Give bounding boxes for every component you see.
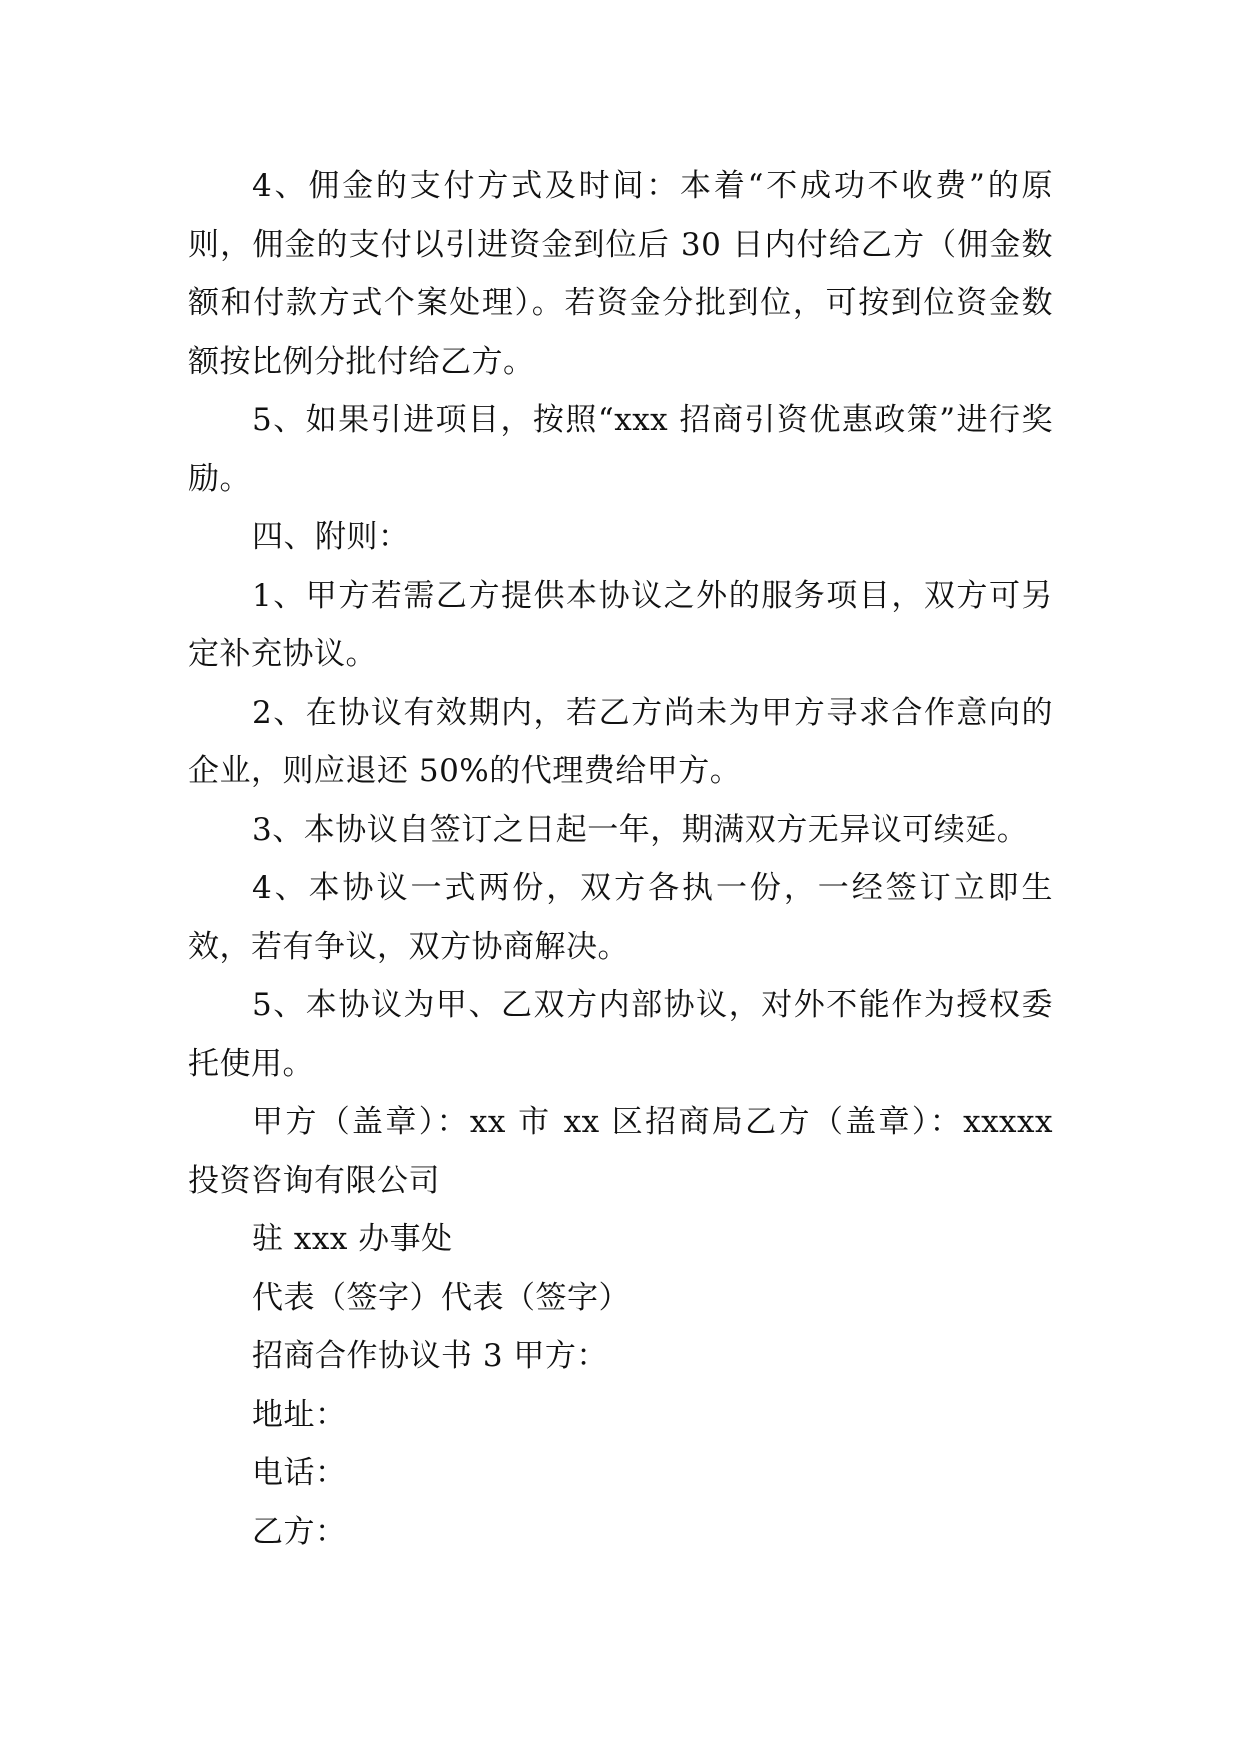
paragraph-clause-5: 5、本协议为甲、乙双方内部协议，对外不能作为授权委托使用。 (188, 987, 1053, 1082)
paragraph-clause-1: 1、甲方若需乙方提供本协议之外的服务项目，双方可另定补充协议。 (188, 577, 1053, 672)
next-agreement-title: 招商合作协议书 3 甲方： (252, 1338, 608, 1374)
paragraph-project-reward: 5、如果引进项目，按照“xxx 招商引资优惠政策”进行奖励。 (188, 402, 1053, 497)
field-party-b-label: 乙方： (252, 1513, 347, 1550)
document-body (188, 157, 1053, 1561)
paragraph-clause-2: 2、在协议有效期内，若乙方尚未为甲方寻求合作意向的企业，则应退还 50%的代理费给甲方。 (188, 694, 1053, 789)
signature-parties: 甲方（盖章）：xx 市 xx 区招商局乙方（盖章）：xxxxx 投资咨询有限公司 (188, 1104, 1053, 1199)
paragraph-commission-payment: 4、佣金的支付方式及时间：本着“不成功不收费”的原则，佣金的支付以引进资金到位后 30 日内付给乙方（佣金数额和付款方式个案处理）。若资金分批到位，可按到位资金数额按比例分批付给乙方。 (188, 168, 1053, 380)
section-heading-supplementary: 四、附则： (252, 519, 410, 555)
field-phone-label: 电话： (252, 1455, 347, 1491)
paragraph-clause-4: 4、本协议一式两份，双方各执一份，一经签订立即生效，若有争议，双方协商解决。 (188, 870, 1053, 965)
signature-representatives: 代表（签字）代表（签字） (252, 1279, 630, 1316)
field-address-label: 地址： (252, 1396, 347, 1433)
paragraph-clause-3: 3、本协议自签订之日起一年，期满双方无异议可续延。 (252, 811, 1029, 848)
signature-office: 驻 xxx 办事处 (252, 1221, 453, 1257)
